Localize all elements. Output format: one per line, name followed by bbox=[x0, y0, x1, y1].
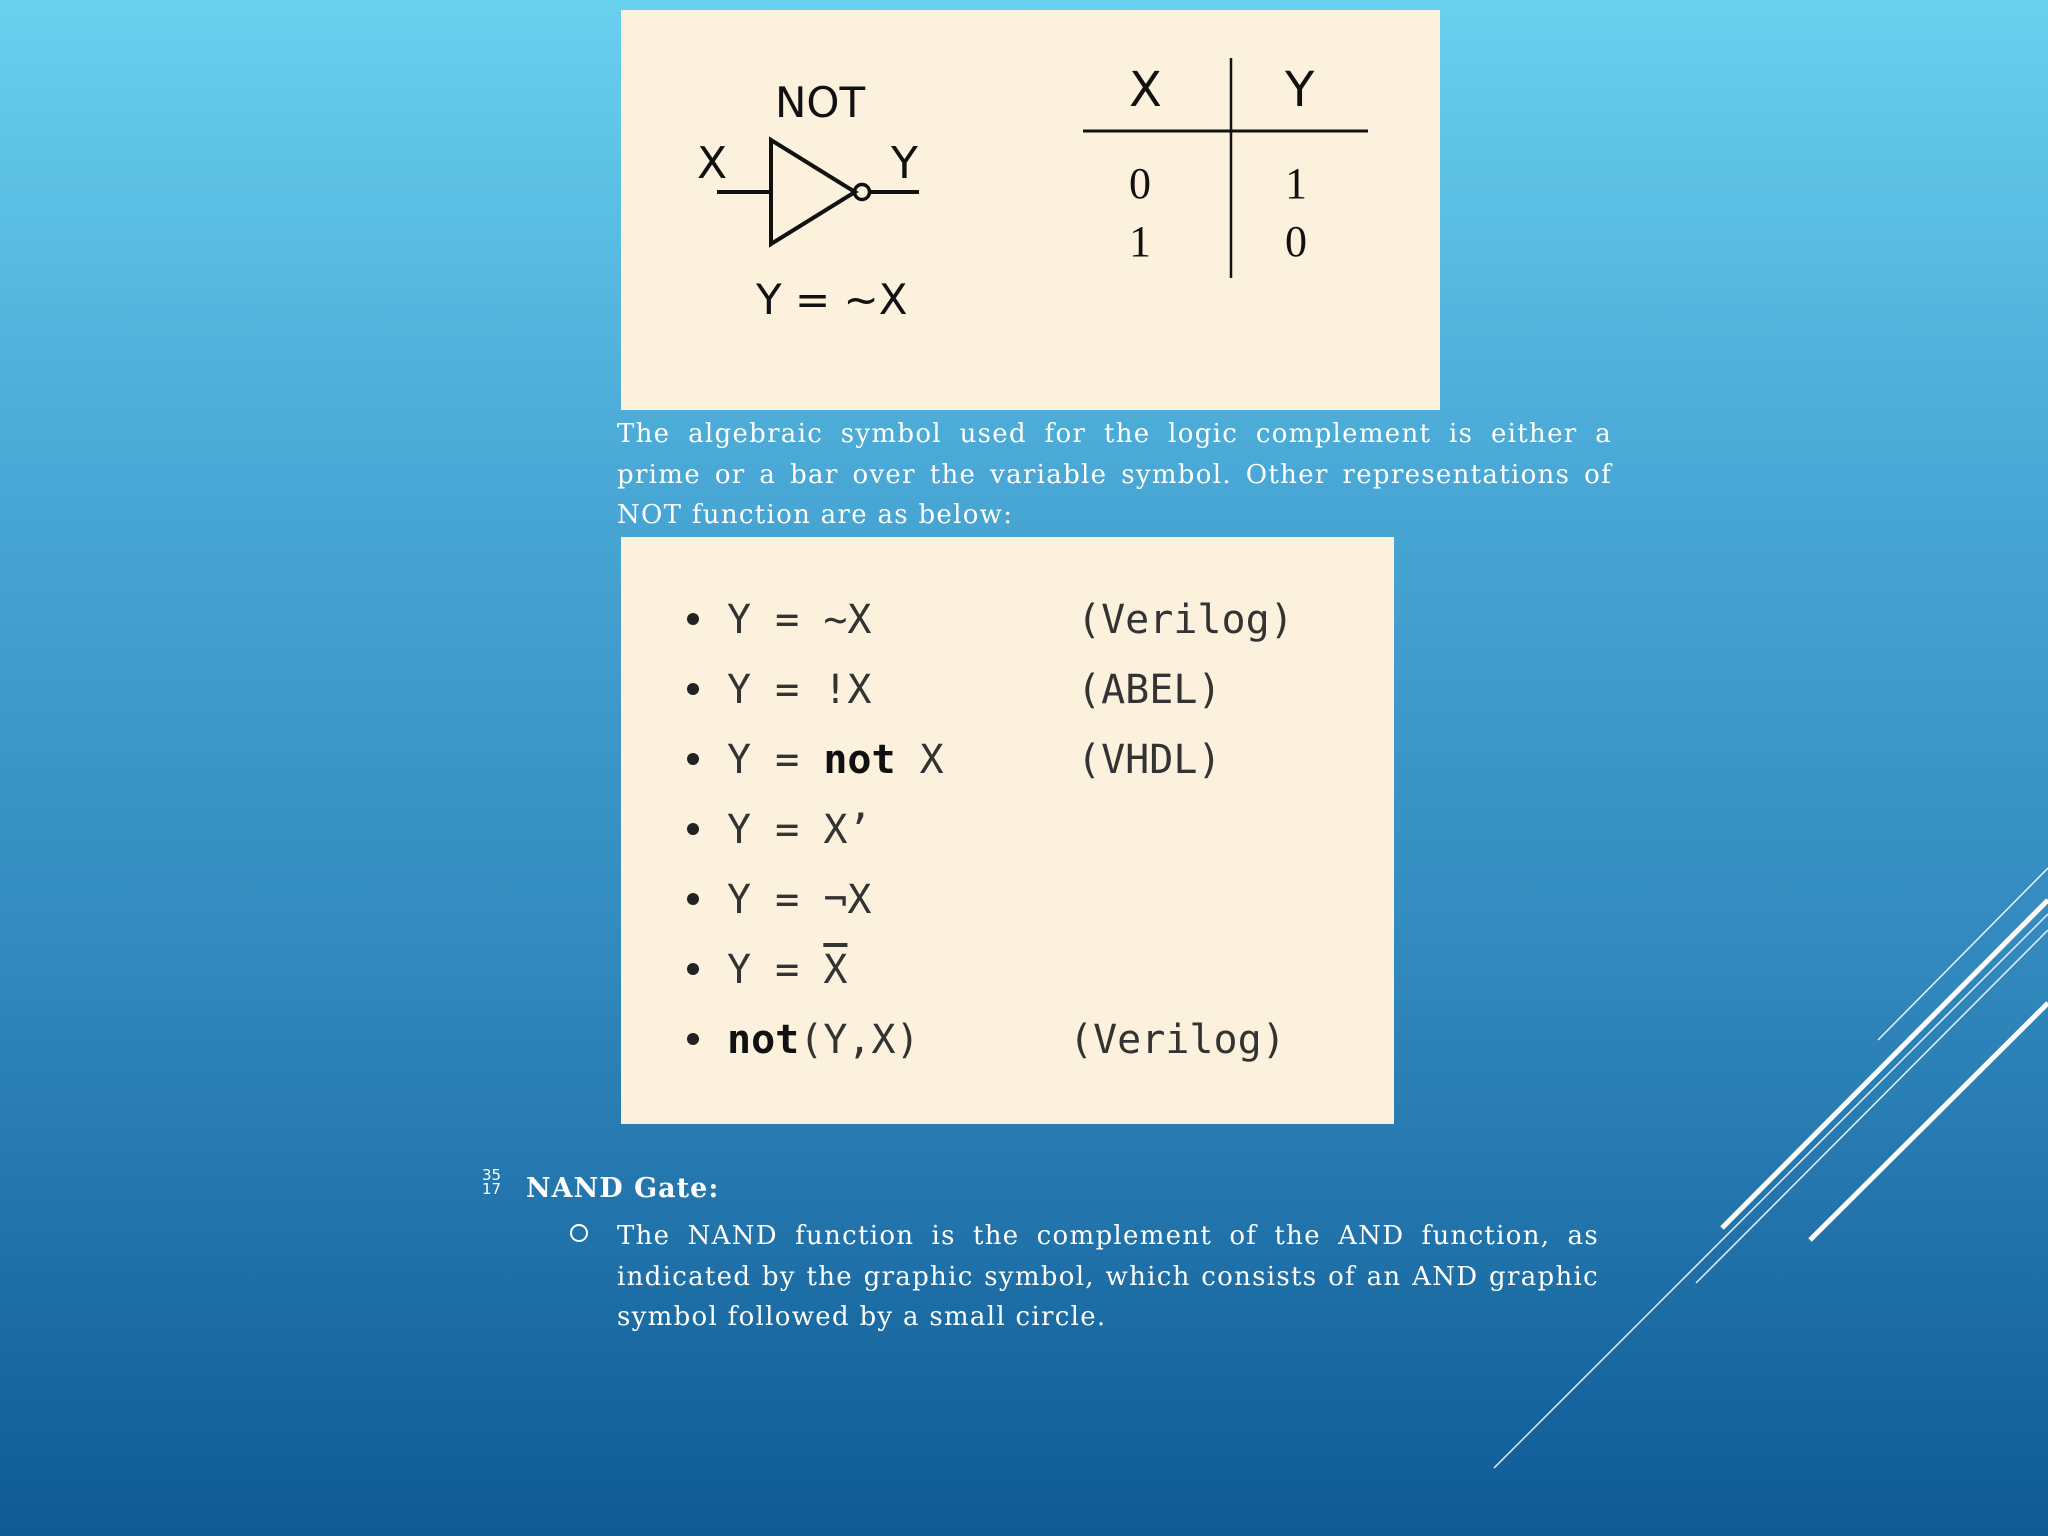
gate-name-label: NOT bbox=[775, 78, 866, 127]
bullet-dot bbox=[687, 823, 699, 835]
bullet-dot bbox=[687, 963, 699, 975]
bullet-dot bbox=[687, 753, 699, 765]
bullet-dot bbox=[687, 613, 699, 625]
truth-table-cell: 1 bbox=[1129, 217, 1151, 266]
hollow-circle-bullet-icon bbox=[570, 1224, 588, 1242]
bullet-dot bbox=[687, 683, 699, 695]
gate-equation: Y = ~X bbox=[756, 275, 908, 324]
intro-paragraph: The algebraic symbol used for the logic complement is either a prime or a bar over the variable symbol. Other representations of NOT function are as below: bbox=[617, 419, 1612, 530]
nand-paragraph: The NAND function is the complement of the AND function, as indicated by the graphic symbol, which consists of an AND graphic symbol followed by a small circle. bbox=[617, 1221, 1599, 1332]
truth-table-header: Y bbox=[1285, 62, 1315, 118]
bullet-dot bbox=[687, 1033, 699, 1045]
truth-table-grid bbox=[1083, 58, 1368, 278]
gate-input-label: X bbox=[697, 138, 728, 189]
gate-output-label: Y bbox=[891, 138, 918, 189]
truth-table-cell: 1 bbox=[1285, 159, 1307, 208]
truth-table-cell: 0 bbox=[1129, 159, 1151, 208]
truth-table-header: X bbox=[1129, 62, 1162, 118]
bullet-dot bbox=[687, 893, 699, 905]
not-representations-figure: Y = ~X (Verilog) Y = !X (ABEL) Y = not X (VHDL) Y = X’ Y = ¬X $Y = \overline{X}$ not(Y,X) (Verilog) bbox=[621, 537, 1394, 1124]
not-gate-symbol bbox=[621, 10, 1440, 410]
truth-table-cell: 0 bbox=[1285, 217, 1307, 266]
slide-number: 35 17 bbox=[482, 1166, 502, 1198]
overlined-variable: $\overline{X}$ bbox=[823, 947, 848, 993]
not-gate-figure bbox=[621, 10, 1440, 410]
section-heading: NAND Gate: bbox=[526, 1173, 720, 1204]
